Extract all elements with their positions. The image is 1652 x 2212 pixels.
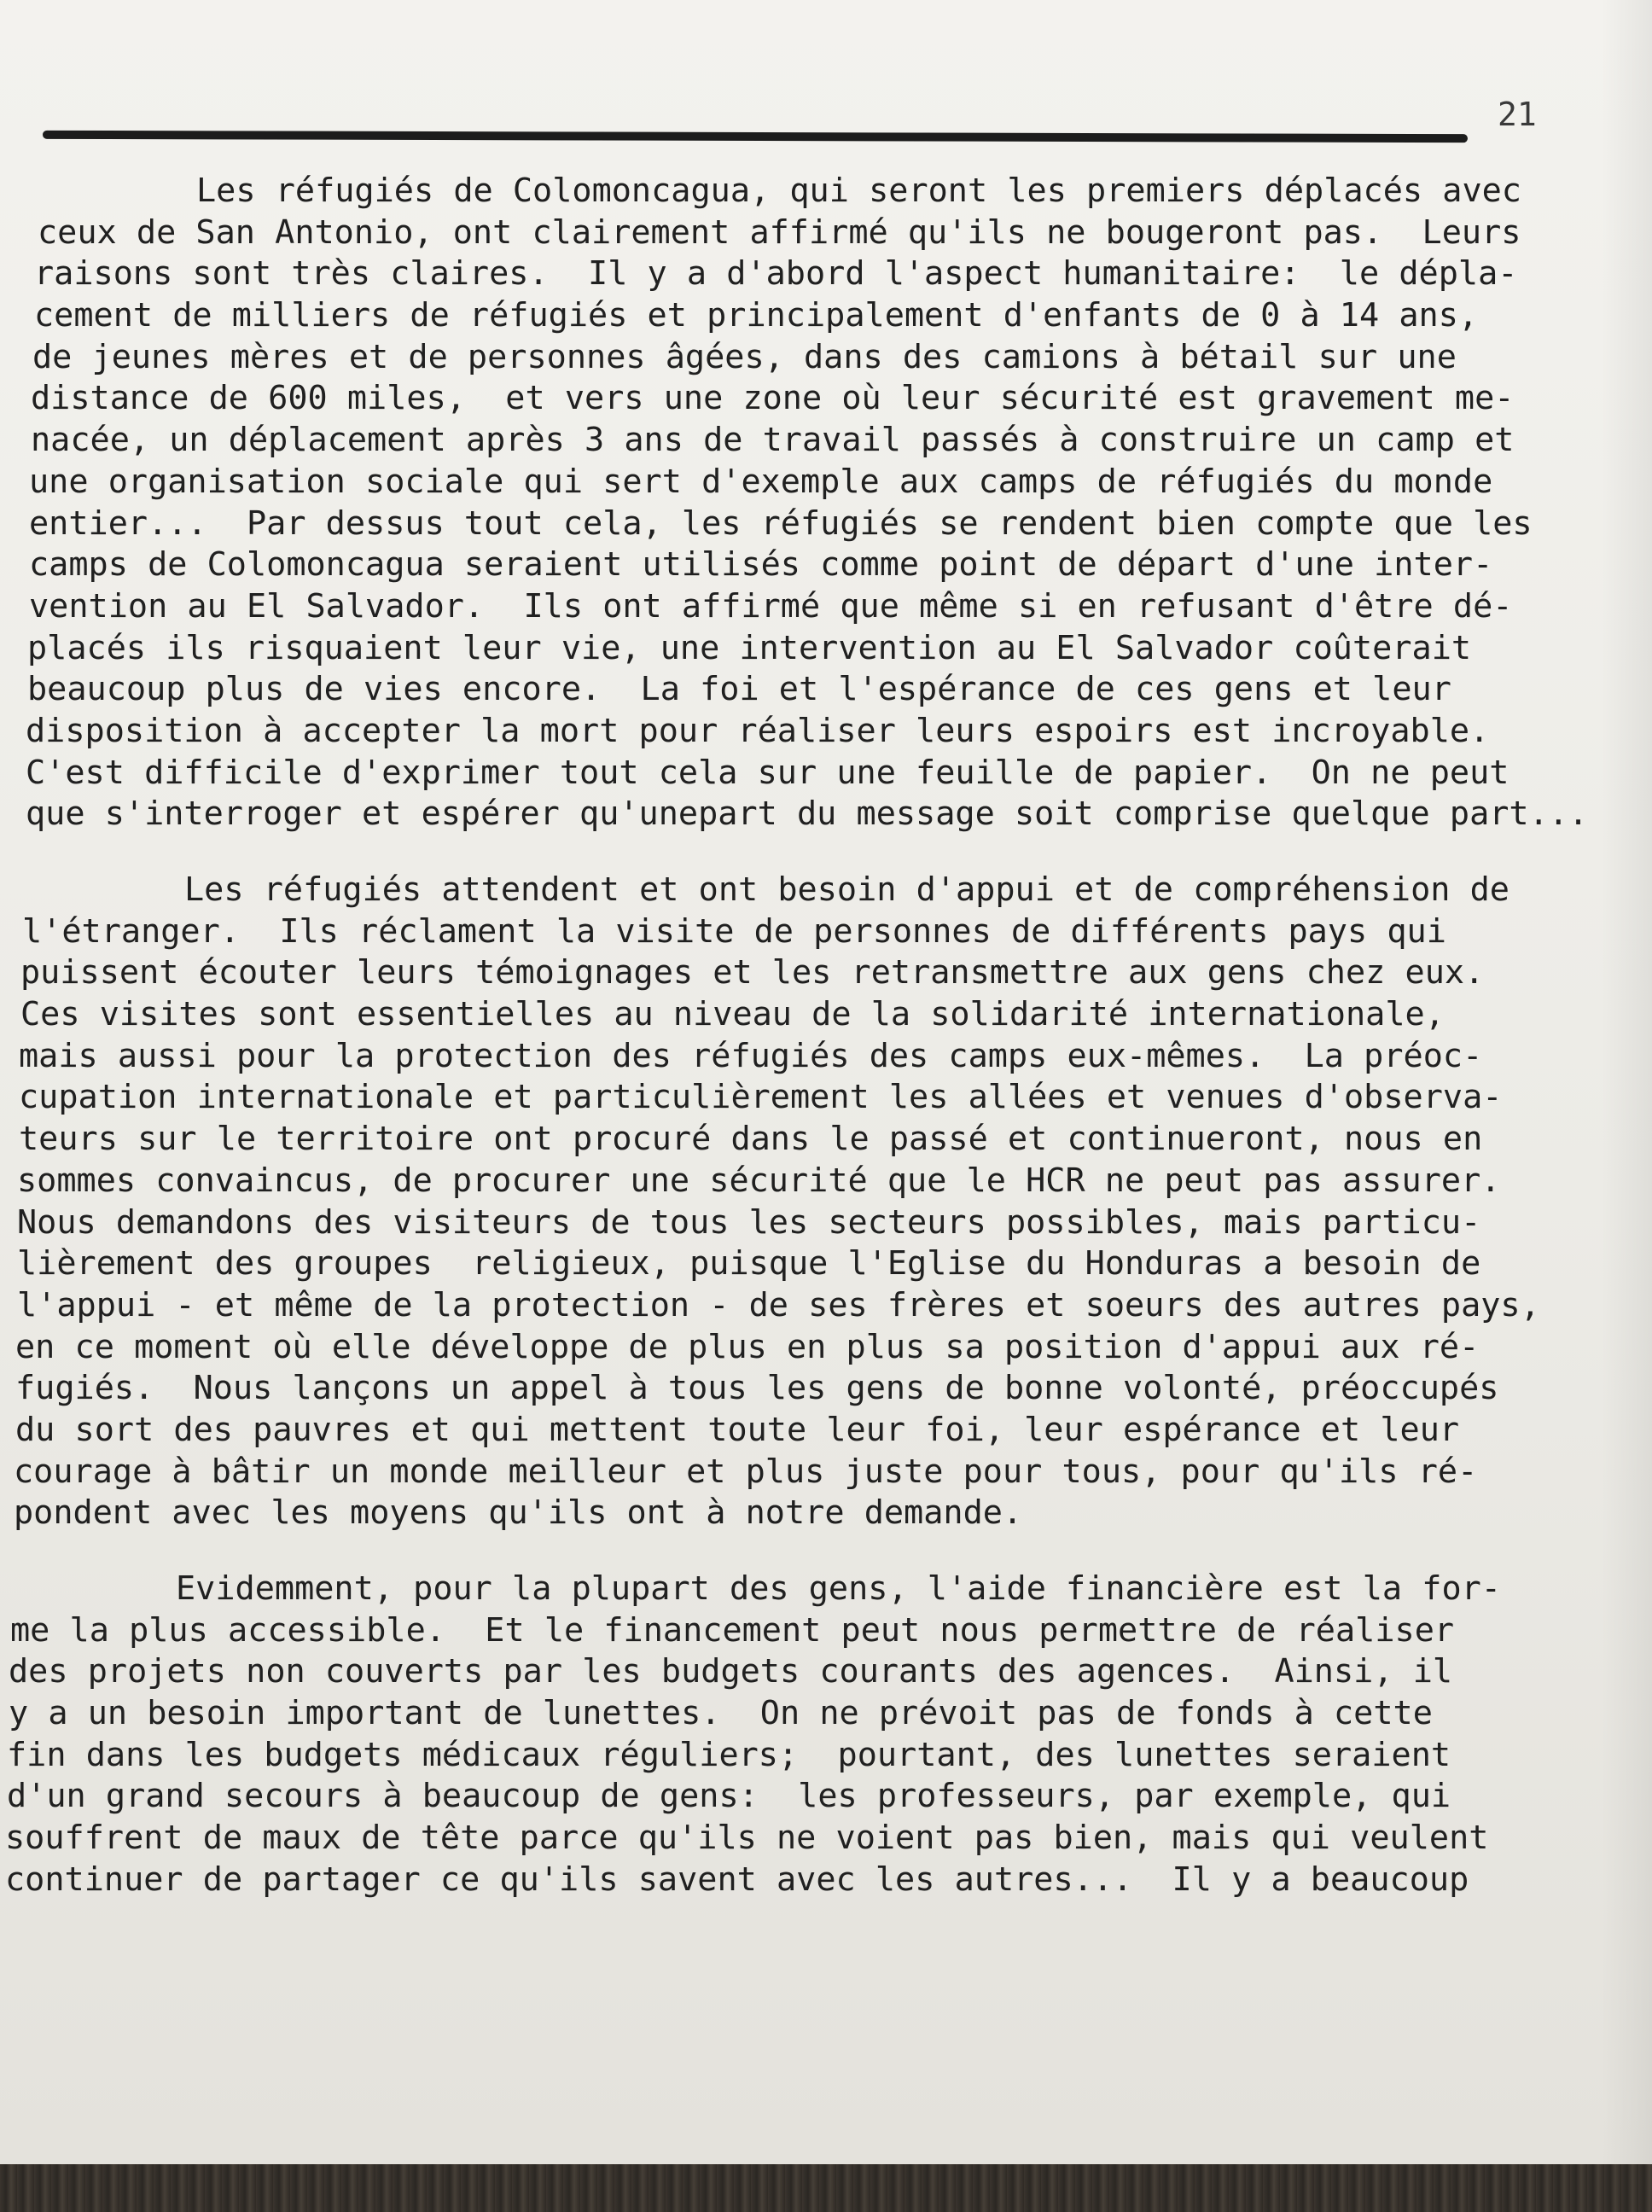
text-line: raisons sont très claires. Il y a d'abord l'aspect humanitaire: le dépla-: [34, 254, 1518, 294]
text-line: sommes convaincus, de procurer une sécurité que le HCR ne peut pas assurer.: [17, 1161, 1501, 1200]
text-line: ceux de San Antonio, ont clairement affirmé qu'ils ne bougeront pas. Leurs: [38, 212, 1521, 252]
text-line: pondent avec les moyens qu'ils ont à notre demande.: [14, 1493, 1023, 1533]
background-floor: [0, 2164, 1652, 2212]
text-line: Evidemment, pour la plupart des gens, l'aide financière est la for-: [176, 1569, 1501, 1608]
text-line: fin dans les budgets médicaux réguliers; pourtant, des lunettes seraient: [7, 1735, 1451, 1774]
text-line: cement de milliers de réfugiés et principalement d'enfants de 0 à 14 ans,: [34, 296, 1479, 335]
text-line: Nous demandons des visiteurs de tous les secteurs possibles, mais particu-: [17, 1202, 1481, 1242]
text-line: mais aussi pour la protection des réfugiés des camps eux-mêmes. La préoc-: [19, 1036, 1483, 1075]
page-number: 21: [1498, 96, 1537, 133]
text-line: l'étranger. Ils réclament la visite de personnes de différents pays qui: [22, 911, 1446, 951]
text-line: placés ils risquaient leur vie, une intervention au El Salvador coûterait: [27, 628, 1472, 667]
text-line: lièrement des groupes religieux, puisque l'Eglise du Honduras a besoin de: [17, 1244, 1481, 1284]
text-line: souffrent de maux de tête parce qu'ils ne voient pas bien, mais qui veulent: [5, 1819, 1489, 1858]
text-line: nacée, un déplacement après 3 ans de travail passés à construire un camp et: [31, 421, 1515, 460]
text-line: teurs sur le territoire ont procuré dans le passé et continueront, nous en: [19, 1120, 1483, 1159]
text-line: l'appui - et même de la protection - de ses frères et soeurs des autres pays,: [17, 1285, 1540, 1324]
header-rule: [43, 131, 1468, 143]
text-line: vention au El Salvador. Ils ont affirmé que même si en refusant d'être dé-: [29, 586, 1513, 626]
text-line: Ces visites sont essentielles au niveau de la solidarité internationale,: [20, 995, 1445, 1034]
text-line: disposition à accepter la mort pour réaliser leurs espoirs est incroyable.: [26, 711, 1490, 750]
text-line: de jeunes mères et de personnes âgées, dans des camions à bétail sur une: [32, 337, 1457, 376]
text-line: continuer de partager ce qu'ils savent avec les autres... Il y a beaucoup: [5, 1860, 1469, 1899]
text-line: puissent écouter leurs témoignages et les retransmettre aux gens chez eux.: [20, 953, 1485, 992]
text-line: y a un besoin important de lunettes. On ne prévoit pas de fonds à cette: [9, 1694, 1433, 1733]
text-line: entier... Par dessus tout cela, les réfugiés se rendent bien compte que les: [29, 504, 1533, 543]
paragraph: [0, 171, 1652, 835]
text-line: cupation internationale et particulièrement les allées et venues d'observa-: [19, 1078, 1503, 1117]
text-line: en ce moment où elle développe de plus en plus sa position d'appui aux ré-: [15, 1327, 1480, 1366]
text-line: me la plus accessible. Et le financement peut nous permettre de réaliser: [10, 1610, 1455, 1650]
text-line: d'un grand secours à beaucoup de gens: les professeurs, par exemple, qui: [7, 1777, 1451, 1816]
text-line: courage à bâtir un monde meilleur et plus juste pour tous, pour qu'ils ré-: [14, 1452, 1478, 1491]
text-line: fugiés. Nous lançons un appel à tous les gens de bonne volonté, préoccupés: [15, 1369, 1499, 1408]
text-line: camps de Colomoncagua seraient utilisés comme point de départ d'une inter-: [29, 545, 1493, 585]
text-line: une organisation sociale qui sert d'exemple aux camps de réfugiés du monde: [29, 462, 1493, 501]
body-text: [0, 171, 1652, 1936]
text-line: du sort des pauvres et qui mettent toute leur foi, leur espérance et leur: [15, 1410, 1460, 1449]
text-line: C'est difficile d'exprimer tout cela sur une feuille de papier. On ne peut: [26, 753, 1509, 792]
text-line: Les réfugiés de Colomoncagua, qui seront les premiers déplacés avec: [196, 172, 1521, 210]
text-line: Les réfugiés attendent et ont besoin d'appui et de compréhension de: [184, 870, 1509, 909]
text-line: que s'interroger et espérer qu'unepart du message soit comprise quelque part...: [26, 795, 1589, 834]
paragraph: [0, 1569, 1652, 1901]
text-line: des projets non couverts par les budgets courants des agences. Ainsi, il: [9, 1652, 1453, 1691]
text-line: distance de 600 miles, et vers une zone où leur sécurité est gravement me-: [31, 379, 1515, 418]
text-line: beaucoup plus de vies encore. La foi et l'espérance de ces gens et leur: [27, 670, 1451, 709]
paragraph: [0, 870, 1652, 1534]
